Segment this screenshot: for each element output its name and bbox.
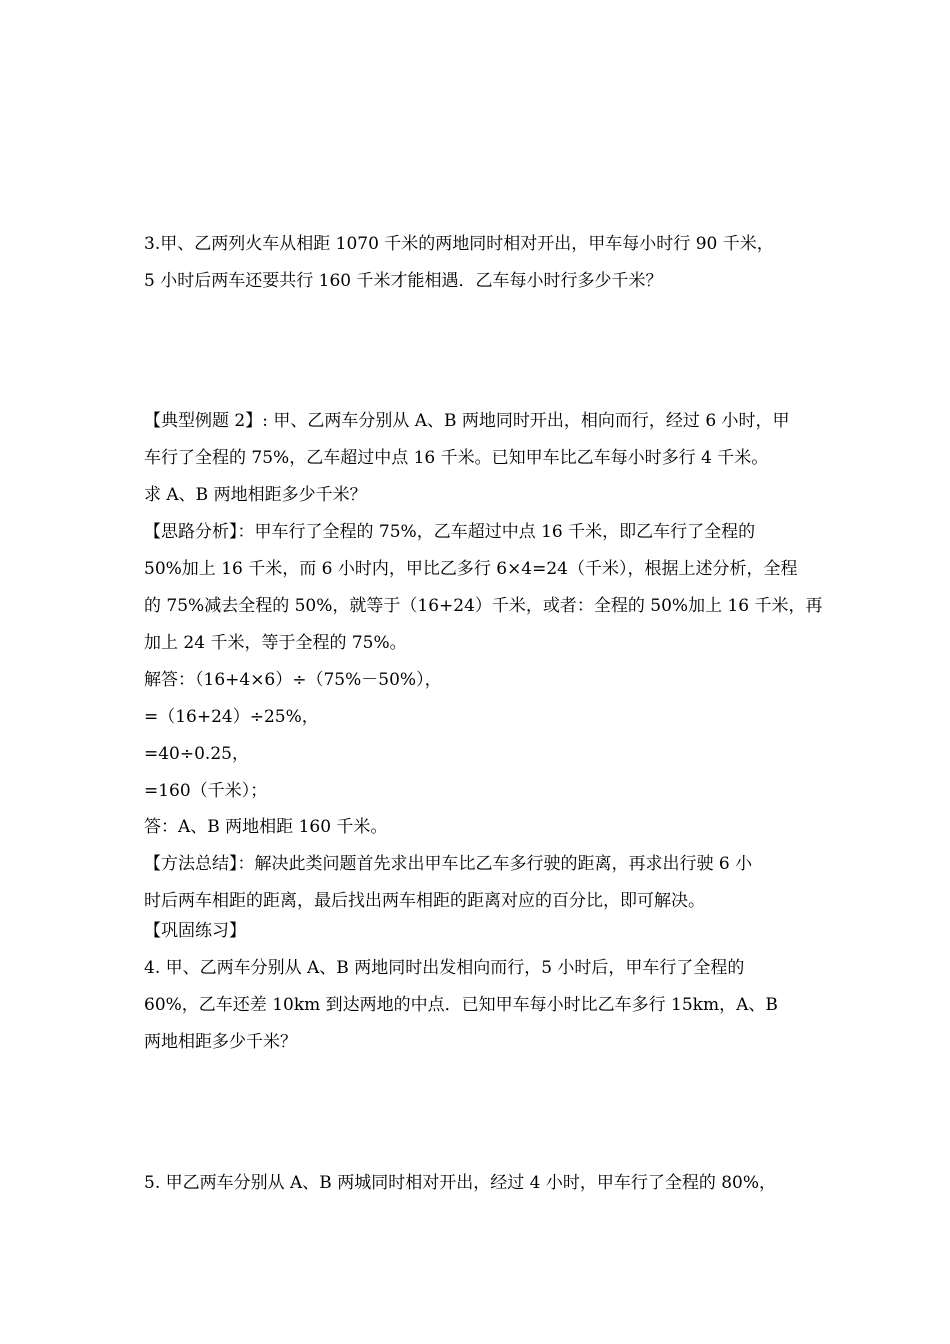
summary-line-1: 【方法总结】：解决此类问题首先求出甲车比乙车多行驶的距离，再求出行驶 6 小: [144, 854, 753, 874]
solution-line-1: 解答：（16+4×6）÷（75%－50%），: [144, 670, 442, 690]
analysis-line-4: 加上 24 千米，等于全程的 75%。: [144, 633, 407, 653]
solution-answer: 答：A、B 两地相距 160 千米。: [144, 817, 388, 837]
problem-3-line-2: 5 小时后两车还要共行 160 千米才能相遇．乙车每小时行多少千米？: [144, 271, 663, 291]
problem-5-line-1: 5. 甲乙两车分别从 A、B 两城同时相对开出，经过 4 小时，甲车行了全程的 80%，: [144, 1173, 777, 1193]
solution-line-2: =（16+24）÷25%，: [144, 707, 319, 727]
problem-4-line-2: 60%，乙车还差 10km 到达两地的中点．已知甲车每小时比乙车多行 15km，A、B: [144, 995, 778, 1015]
problem-4-line-1: 4. 甲、乙两车分别从 A、B 两地同时出发相向而行，5 小时后，甲车行了全程的: [144, 958, 745, 978]
analysis-line-3: 的 75%减去全程的 50%，就等于（16+24）千米，或者：全程的 50%加上 16 千米，再: [144, 596, 823, 616]
solution-line-3: =40÷0.25，: [144, 744, 249, 764]
example-2-line-3: 求 A、B 两地相距多少千米？: [144, 485, 367, 505]
practice-heading: 【巩固练习】: [144, 921, 246, 941]
solution-line-4: =160（千米）；: [144, 781, 268, 801]
problem-3-line-1: 3.甲、乙两列火车从相距 1070 千米的两地同时相对开出，甲车每小时行 90 千米，: [144, 234, 774, 254]
analysis-line-2: 50%加上 16 千米，而 6 小时内，甲比乙多行 6×4=24（千米），根据上述分析，全程: [144, 559, 798, 579]
example-2-line-2: 车行了全程的 75%，乙车超过中点 16 千米。已知甲车比乙车每小时多行 4 千米。: [144, 448, 769, 468]
summary-line-2: 时后两车相距的距离，最后找出两车相距的距离对应的百分比，即可解决。: [144, 891, 705, 911]
example-2-line-1: 【典型例题 2】: 甲、乙两车分别从 A、B 两地同时开出，相向而行，经过 6 小时，甲: [144, 411, 790, 431]
problem-4-line-3: 两地相距多少千米？: [144, 1032, 297, 1052]
analysis-line-1: 【思路分析】：甲车行了全程的 75%，乙车超过中点 16 千米，即乙车行了全程的: [144, 522, 756, 542]
